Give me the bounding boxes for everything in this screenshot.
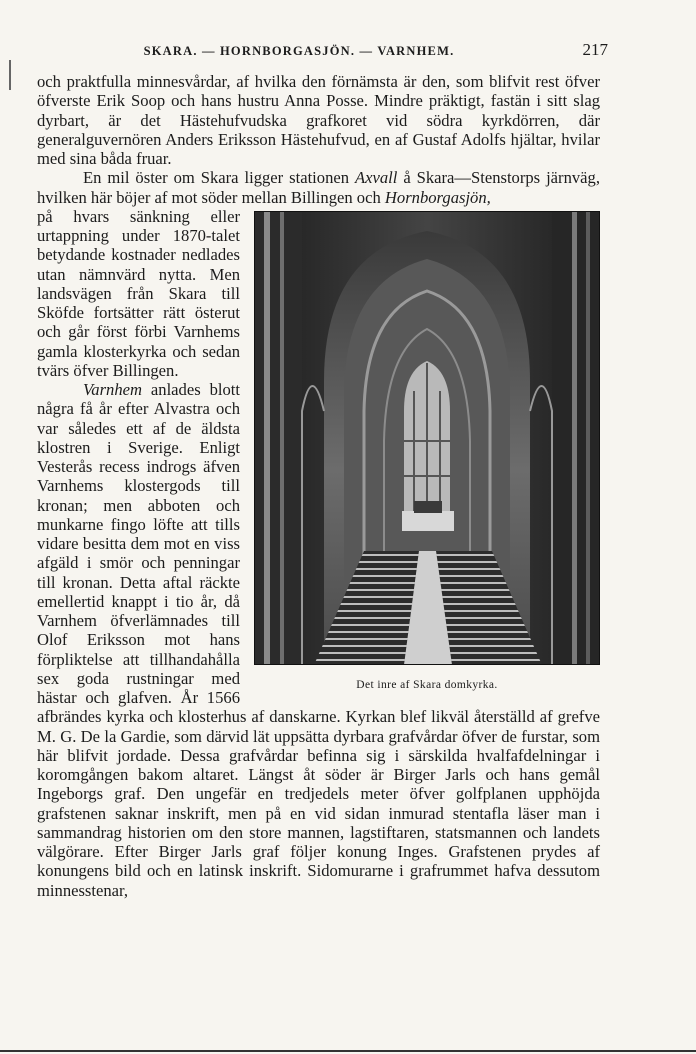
page-header (34, 40, 608, 62)
body-text (37, 72, 600, 900)
figure-caption: Det inre af Skara domkyrka. (356, 678, 498, 691)
paragraph-2 (37, 168, 600, 207)
place-axvall: Axvall (354, 168, 398, 188)
running-head: SKARA. — HORNBORGASJÖN. — VARNHEM. (143, 44, 455, 58)
place-hornborgasjon: Hornborgasjön, (384, 187, 491, 207)
figure (254, 211, 600, 695)
margin-mark (9, 60, 11, 90)
paragraph-3-text: anlades blott några få år efter Alvastra och var således ett af de äldsta klostren i Sverige. Enligt Vesterås recess indrogs äfven Varnhems klostergods till kronan; men abboten och munkarne fingo löfte att tills vidare besitta dem mot en viss afgäld i smör och penningar till kronan. Detta aftal räckte emellertid knappt i tio år, då Varnhem öfverlämnades till Olof Eriksson mot hans förpliktelse att tillhandahålla sex goda rustningar med hästar och glafven. År 1566 afbrändes kyrka och klosterhus af danskarne. Kyrkan blef likväl återställd af grefve M. G. De la Gardie, som därvid lät uppsätta dyrbara grafvårdar öfver de furstar, som här blifvit jordade. Dessa grafvårdar befinna sig i särskilda hvalfafdelningar i koromgången bakom altaret. Längst åt söder är Birger Jarls och hans gemål Ingeborgs graf. Den ungefär en tredjedels meter öfver golfplanen upphöjda grafstenen saknar inskrift, men på en vid sidan inmurad stentafla läser man i sammandrag historien om den store mannen, lagstiftaren, statsmannen och landets välgörare. Efter Birger Jarls graf följer konung Inges. Grafstenen prydes af konungens bild och en latinsk inskrift. Sidomurarne i grafrummet hafva dessutom minnesstenar, (37, 380, 600, 900)
cathedral-interior-photo (254, 211, 600, 665)
para2-a: En mil öster om Skara ligger stationen (83, 168, 355, 188)
paragraph-1-text: och praktfulla minnesvårdar, af hvilka den förnämsta är den, som blifvit rest öfver öfverste Erik Soop och hans hustru Anna Posse. Mindre präktigt, fastän i sitt slag dyrbart, är det Hästehufvudska grafkoret vid södra kyrkdörren, där generalguvernören Anders Eriksson Hästehufvud, en af Gustaf Adolfs hjältar, hvilar med sina båda fruar. (37, 72, 600, 168)
place-varnhem: Varnhem (83, 380, 142, 399)
paragraph-1 (37, 72, 600, 168)
para2-b: å Skara—Stenstorps järnväg, hvilken här böjer af mot söder mellan Billingen och (37, 168, 600, 207)
para2-c: på hvars sänkning eller urtappning under 1870-talet betydande kostnader nedlades utan nämnvärd nytta. Men landsvägen från Skara till Sköfde fortsätter rätt österut och går först förbi Varnhems gamla klosterkyrka och sedan tvärs öfver Billingen. (37, 206, 240, 380)
page-number: 217 (582, 40, 608, 59)
bottom-edge-rule (0, 1050, 696, 1052)
